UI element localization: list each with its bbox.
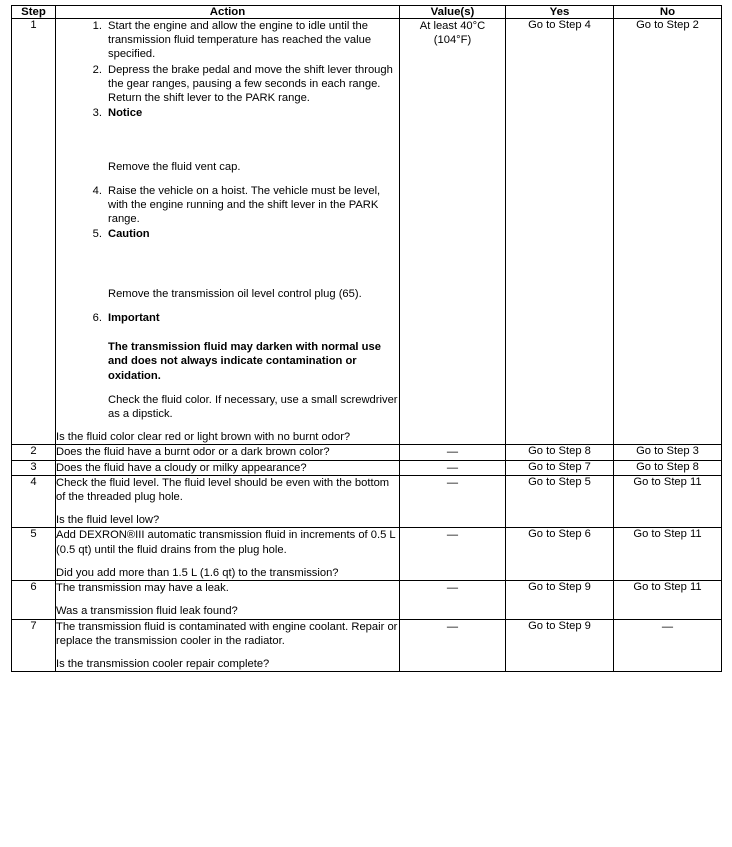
action-content [56,19,400,445]
value-cell: — [400,619,506,672]
list-item-number: 3. [92,107,102,120]
list-item [56,19,399,62]
action-question: Is the transmission cooler repair complete? [56,658,270,670]
spacer [56,383,399,393]
caution-label: Caution [108,228,150,241]
notice-label: Notice [108,107,143,120]
no-action: Go to Step 11 [614,475,722,528]
list-item [56,227,399,241]
step-number: 4 [12,475,56,528]
yes-action: Go to Step 4 [506,19,614,445]
caution-box-space [56,243,399,287]
yes-action: Go to Step 6 [506,528,614,581]
no-action: Go to Step 2 [614,19,722,445]
action-question: Is the fluid level low? [56,514,160,527]
question-spacer [56,595,399,604]
column-header-yes: Yes [506,6,614,19]
yes-action: Go to Step 7 [506,460,614,475]
list-item [56,63,399,106]
list-item [56,311,399,325]
table-row [12,619,722,672]
no-action: Go to Step 11 [614,581,722,619]
yes-action: Go to Step 5 [506,475,614,528]
action-instruction: The transmission may have a leak. [56,582,229,595]
table-row [12,475,722,528]
list-item-number: 1. [92,20,102,32]
important-text: The transmission fluid may darken with normal use and does not always indicate contamination or oxidation. [108,341,381,382]
question-spacer [56,421,399,430]
notice-instruction: Remove the fluid vent cap. [108,160,241,173]
value-main: At least 40°C [419,20,486,32]
step-number: 1 [12,19,56,445]
no-action: Go to Step 3 [614,445,722,460]
table-row [12,19,722,445]
step-number: 7 [12,619,56,672]
list-item-number: 5. [92,228,102,241]
list-item-number: 2. [92,63,102,76]
question-spacer [56,648,399,657]
yes-action: Go to Step 9 [506,619,614,672]
value-cell: — [400,475,506,528]
column-header-no: No [614,6,722,19]
column-header-action: Action [56,6,400,19]
value-cell: — [400,528,506,581]
step-number: 5 [12,528,56,581]
list-item-number: 4. [92,184,102,197]
spacer [56,174,399,184]
action-content [56,528,400,581]
action-question: Did you add more than 1.5 L (1.6 qt) to the transmission? [56,566,339,579]
value-cell: — [400,460,506,475]
numbered-step-list [56,19,399,121]
step-number: 6 [12,581,56,619]
table-header [12,6,722,19]
list-item-text: Start the engine and allow the engine to idle until the transmission fluid temperature has reached the value specified. [108,20,372,61]
important-note: Check the fluid color. If necessary, use a small screwdriver as a dipstick. [108,393,398,420]
yes-action: Go to Step 8 [506,445,614,460]
column-header-value: Value(s) [400,6,506,19]
list-item [56,184,399,227]
list-item-text: Depress the brake pedal and move the shift lever through the gear ranges, pausing a few seconds in each range. Return the shift lever to the PARK range. [108,63,393,105]
value-sub: (104°F) [433,34,472,46]
yes-action: Go to Step 9 [506,581,614,619]
list-item-number: 6. [92,311,102,324]
spacer [56,301,399,311]
question-spacer [56,504,399,513]
action-question: Is the fluid color clear red or light brown with no burnt odor? [56,431,351,444]
table-header-row [12,6,722,19]
table-row [12,460,722,475]
action-content [56,581,400,619]
spacer [56,326,399,340]
step-number: 2 [12,445,56,460]
column-header-step: Step [12,6,56,19]
action-instruction: The transmission fluid is contaminated with engine coolant. Repair or replace the transmission cooler in the radiator. [56,620,398,647]
table-row [12,445,722,460]
action-instruction: Add DEXRON®III automatic transmission fluid in increments of 0.5 L (0.5 qt) until the fluid drains from the plug hole. [56,529,396,556]
list-item [56,106,399,120]
diagnostic-table [11,5,722,672]
step-number: 3 [12,460,56,475]
numbered-step-list-continued [56,184,399,242]
action-question: Was a transmission fluid leak found? [56,605,238,618]
no-action: Go to Step 8 [614,460,722,475]
numbered-step-list-continued-2 [56,311,399,325]
action-content [56,460,400,475]
important-label: Important [108,311,160,324]
action-instruction: Check the fluid level. The fluid level should be even with the bottom of the threaded plug hole. [56,476,390,504]
table-row [12,528,722,581]
list-item-text: Raise the vehicle on a hoist. The vehicle must be level, with the engine running and the shift lever in the PARK range. [108,184,381,226]
table-body [12,19,722,672]
no-action: Go to Step 11 [614,528,722,581]
action-question: Does the fluid have a cloudy or milky appearance? [56,461,307,474]
action-content [56,619,400,672]
action-content [56,475,400,528]
notice-box-space [56,122,399,160]
value-cell [400,19,506,445]
action-content [56,445,400,460]
table-row [12,581,722,619]
no-action: — [614,619,722,672]
action-question: Does the fluid have a burnt odor or a dark brown color? [56,446,330,459]
value-cell: — [400,445,506,460]
value-cell: — [400,581,506,619]
question-spacer [56,557,399,566]
caution-instruction: Remove the transmission oil level control plug (65). [108,287,362,300]
